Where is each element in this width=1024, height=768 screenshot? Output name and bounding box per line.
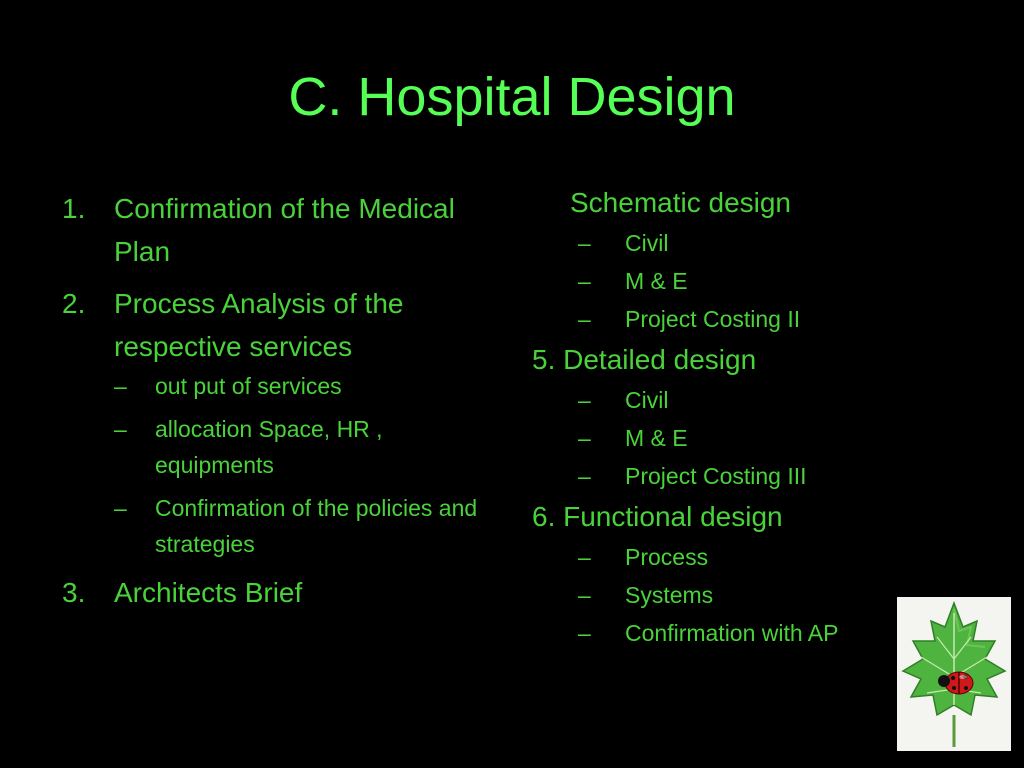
dash-bullet: – (578, 582, 591, 608)
dash-bullet: – (578, 230, 591, 256)
leaf-ladybug-icon (897, 597, 1011, 751)
slide-title: C. Hospital Design (288, 67, 736, 127)
list-item-2 (62, 282, 502, 368)
dash-bullet: – (578, 544, 591, 570)
dash-bullet: – (114, 373, 127, 399)
sub-item-text: Confirmation of the policies and strategies (155, 495, 478, 557)
sub-item-text: M & E (625, 268, 688, 294)
list-text: Confirmation of the Medical Plan (114, 193, 455, 267)
list-text: Process Analysis of the respective services (114, 288, 404, 362)
dash-bullet: – (578, 268, 591, 294)
dash-bullet: – (578, 387, 591, 413)
functional-design-heading: 6. Functional design (532, 501, 783, 532)
sub-item-text: Project Costing II (625, 306, 801, 332)
sub-item-text: Project Costing III (625, 463, 807, 489)
schematic-sub-item (578, 300, 912, 338)
list-text: Architects Brief (114, 577, 303, 608)
sub-item-text: Systems (625, 582, 714, 608)
sub-item-text: Civil (625, 387, 669, 413)
detailed-sub-item (578, 419, 912, 457)
detailed-design-heading: 5. Detailed design (532, 344, 757, 375)
list-number: 2. (62, 288, 86, 319)
schematic-sub-item (578, 224, 912, 262)
sub-item-2 (114, 411, 502, 483)
functional-sub-item (578, 614, 912, 652)
dash-bullet: – (578, 425, 591, 451)
detailed-sub-item (578, 457, 912, 495)
schematic-sub-item (578, 262, 912, 300)
list-number: 1. (62, 193, 86, 224)
dash-bullet: – (114, 416, 127, 442)
list-number: 3. (62, 577, 86, 608)
leaf-ladybug-image (897, 597, 1011, 751)
dash-bullet: – (114, 495, 127, 521)
dash-bullet: – (578, 620, 591, 646)
sub-item-text: Civil (625, 230, 669, 256)
sub-item-3 (114, 490, 502, 562)
dash-bullet: – (578, 463, 591, 489)
functional-sub-item (578, 538, 912, 576)
dash-bullet: – (578, 306, 591, 332)
sub-item-text: allocation Space, HR , equipments (155, 416, 383, 478)
right-column (532, 181, 912, 652)
list-item-1 (62, 187, 502, 273)
sub-item-text: M & E (625, 425, 688, 451)
detailed-sub-item (578, 381, 912, 419)
sub-item-text: out put of services (155, 373, 342, 399)
left-column (62, 187, 502, 614)
functional-sub-item (578, 576, 912, 614)
sub-item-text: Confirmation with AP (625, 620, 839, 646)
sub-item-text: Process (625, 544, 709, 570)
schematic-design-heading: Schematic design (570, 187, 792, 218)
sub-item-1 (114, 368, 502, 404)
list-item-3 (62, 571, 502, 614)
